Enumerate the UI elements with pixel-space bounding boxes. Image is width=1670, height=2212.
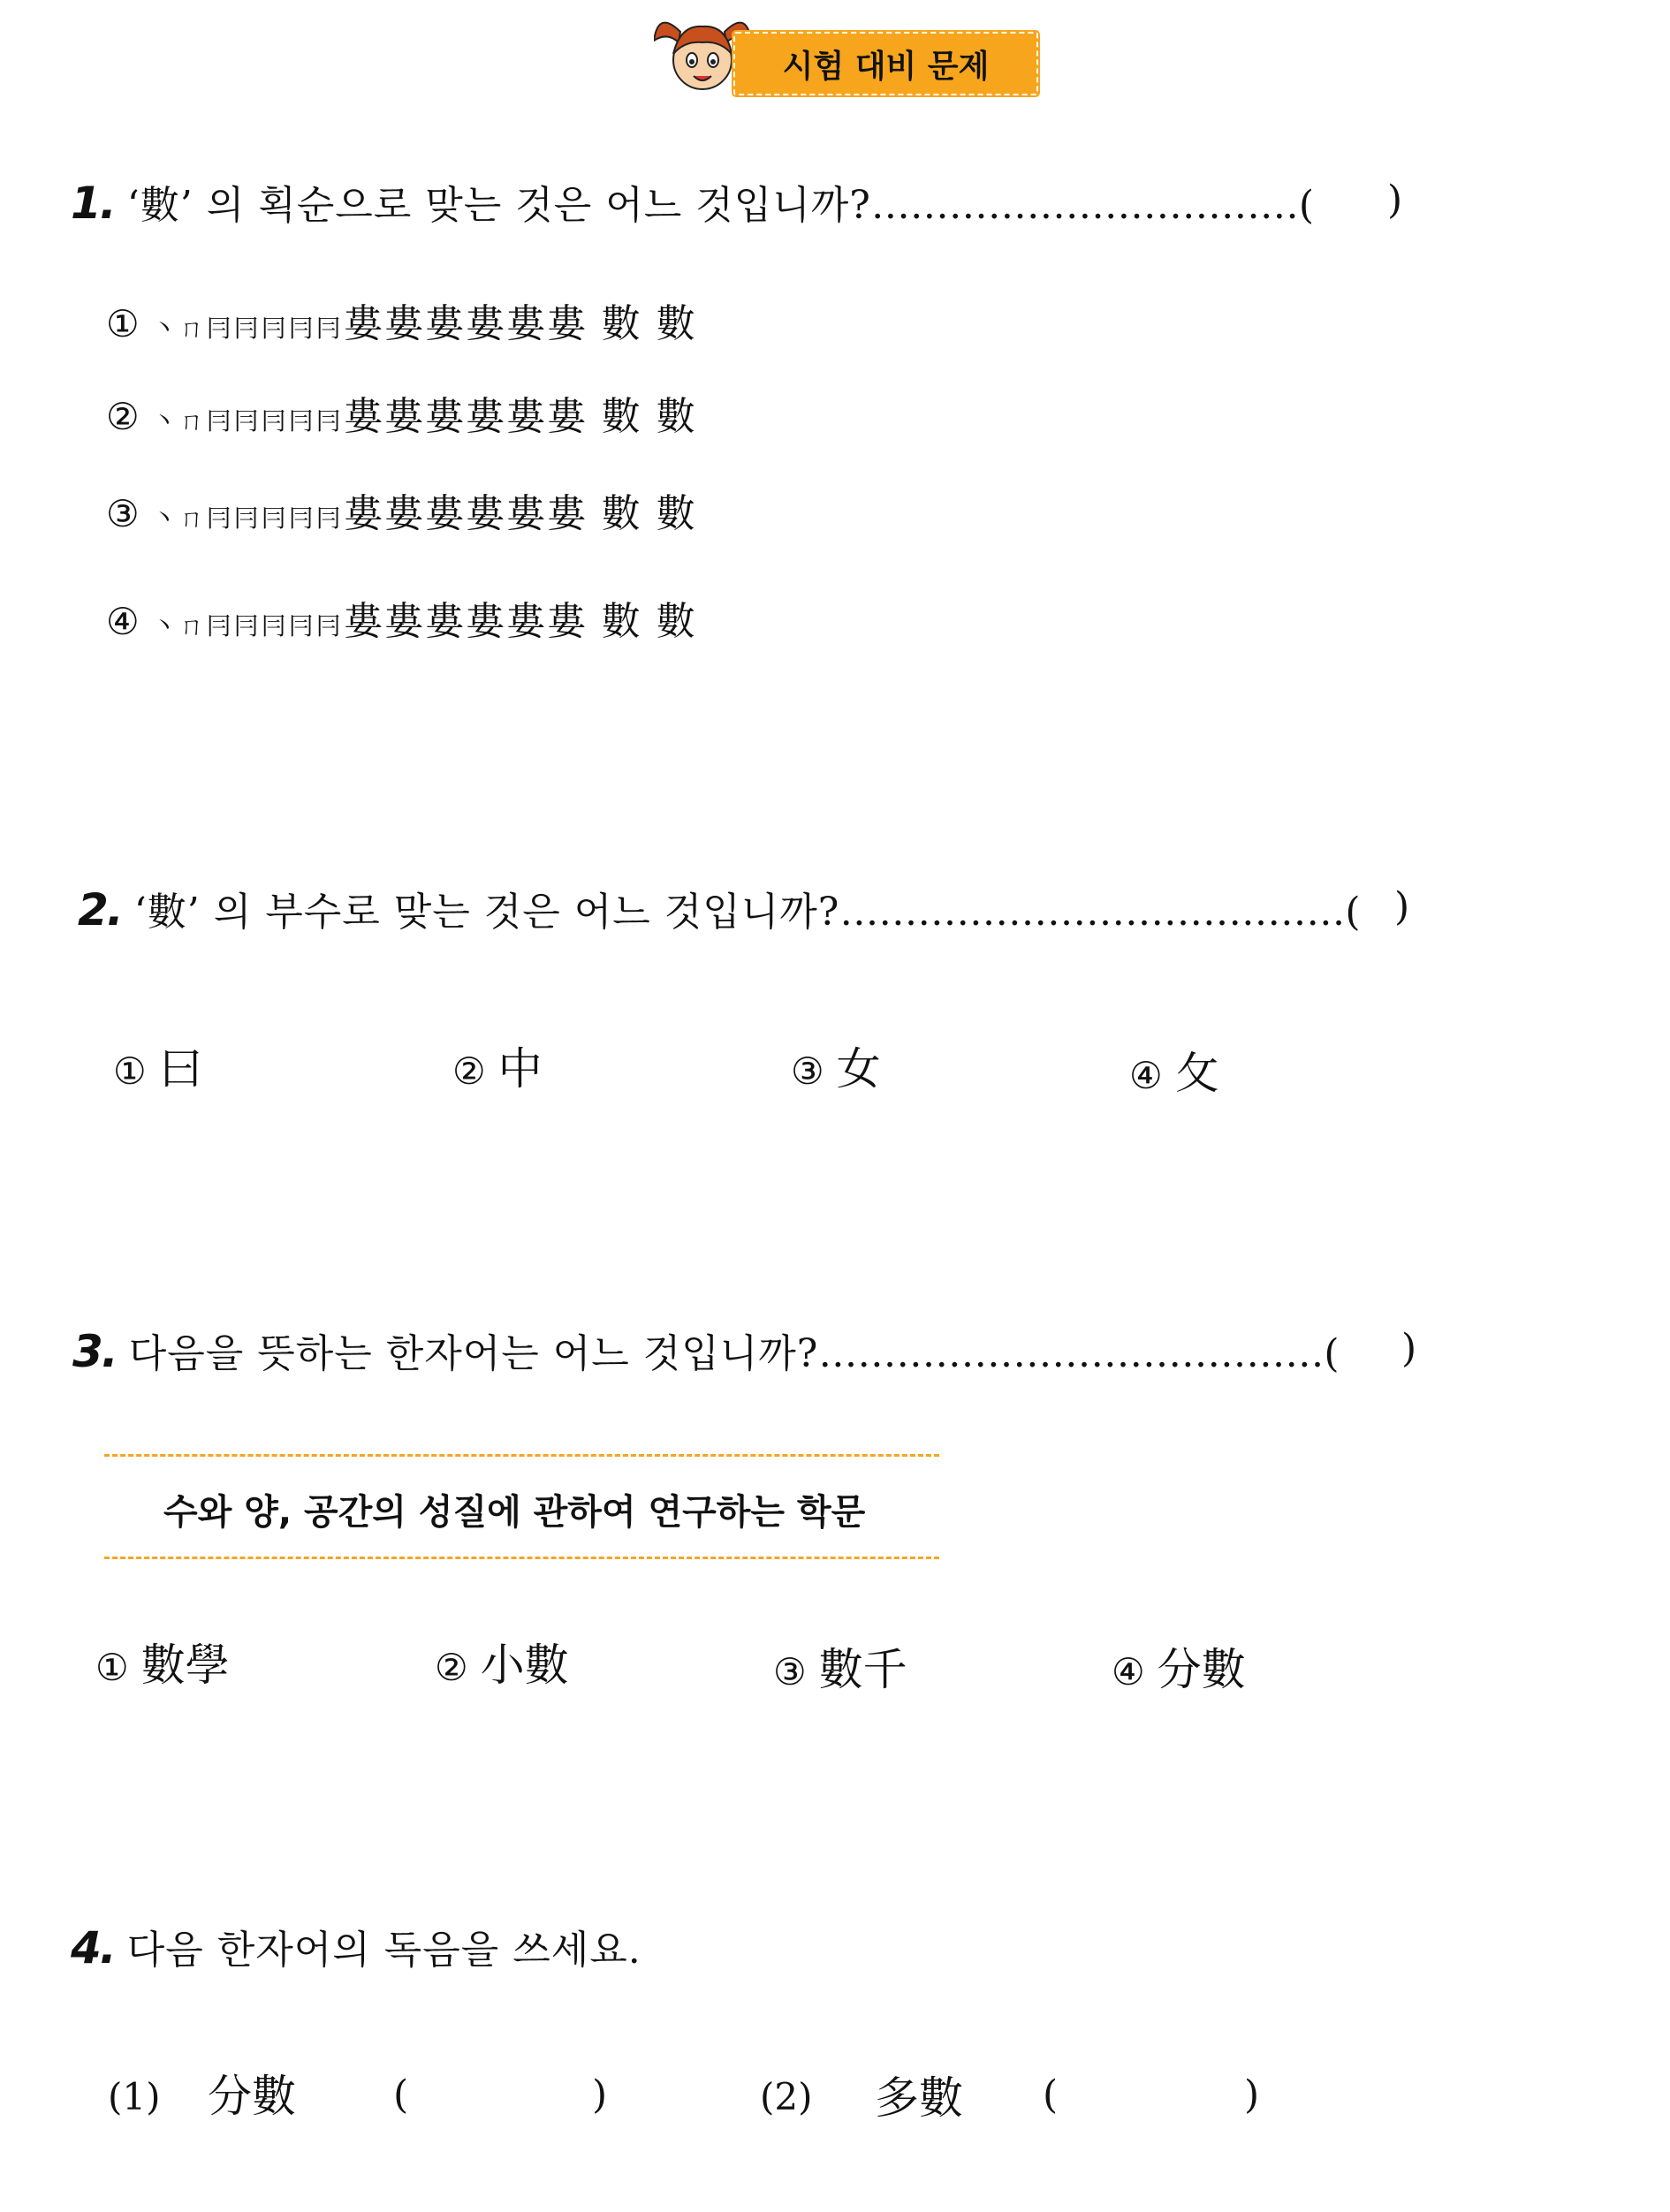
q4-item-2-open-paren: (: [1043, 2072, 1059, 2117]
q2-option-1[interactable]: [113, 1043, 203, 1095]
q4-item-1-open-paren: (: [393, 2072, 409, 2117]
option-value: 小數: [480, 1640, 569, 1691]
question-number: 4.: [71, 1922, 115, 1973]
stroke-sequence-end: 婁婁婁婁婁婁 數 數: [343, 394, 697, 439]
stroke-sequence-end: 婁婁婁婁婁婁 數 數: [343, 599, 697, 644]
answer-paren-close: ): [1387, 178, 1403, 223]
option-mark: ④: [106, 600, 140, 643]
q4-item-1-value: 分數: [208, 2071, 296, 2122]
option-mark: ③: [773, 1650, 807, 1693]
option-mark: ①: [106, 302, 140, 345]
answer-paren-close: ): [1394, 884, 1410, 929]
stroke-sequence-start: 丶ㄇ冃冃冃冃冃: [151, 314, 344, 343]
q3-option-2[interactable]: [435, 1640, 569, 1691]
option-mark: ②: [106, 395, 140, 438]
option-value: 分數: [1157, 1644, 1246, 1695]
q2-option-4[interactable]: [1129, 1048, 1219, 1099]
section-header: [654, 5, 1060, 102]
option-value: 數學: [140, 1640, 230, 1691]
item-mark: (1): [108, 2075, 161, 2118]
question-text: ‘數’ 의 획순으로 맞는 것은 어느 것입니까?: [126, 183, 871, 228]
option-value: 曰: [158, 1043, 203, 1095]
question-number: 1.: [71, 178, 115, 229]
question-2: [78, 884, 1361, 936]
option-value: 攵: [1174, 1048, 1219, 1099]
option-mark: ②: [435, 1646, 468, 1689]
question-text: 다음 한자어의 독음을 쓰세요.: [126, 1928, 641, 1973]
stroke-sequence-end: 婁婁婁婁婁婁 數 數: [343, 491, 697, 536]
q3-option-1[interactable]: [95, 1640, 230, 1691]
question-1: [71, 178, 1315, 229]
option-value: 中: [497, 1043, 543, 1095]
option-value: 數千: [818, 1644, 907, 1695]
q4-item-2: [760, 2075, 825, 2118]
q4-item-1-close-paren[interactable]: ): [592, 2072, 608, 2117]
q4-item-2-close-paren[interactable]: ): [1244, 2072, 1260, 2117]
q2-option-2[interactable]: [452, 1043, 543, 1095]
question-number: 2.: [78, 884, 122, 936]
answer-leader: …………………………………(: [818, 1331, 1340, 1376]
q1-option-3[interactable]: [106, 491, 697, 536]
q4-item-2-value: 多數: [875, 2072, 963, 2124]
divider-top: [104, 1454, 939, 1457]
question-text: ‘數’ 의 부수로 맞는 것은 어느 것입니까?: [133, 890, 840, 935]
question-3: [72, 1326, 1340, 1377]
q4-item-1: [108, 2075, 173, 2118]
option-mark: ④: [1112, 1650, 1145, 1693]
option-mark: ①: [113, 1049, 147, 1093]
q1-option-4[interactable]: [106, 599, 697, 644]
q2-option-3[interactable]: [791, 1043, 881, 1095]
q3-option-3[interactable]: [773, 1644, 907, 1695]
question-text: 다음을 뜻하는 한자어는 어느 것입니까?: [128, 1331, 819, 1376]
question-number: 3.: [72, 1326, 117, 1377]
option-mark: ③: [791, 1049, 824, 1093]
option-value: 女: [836, 1043, 881, 1095]
item-mark: (2): [760, 2075, 813, 2118]
answer-leader: ……………………………(: [870, 183, 1315, 228]
q3-option-4[interactable]: [1112, 1644, 1246, 1695]
stroke-sequence-start: 丶ㄇ冃冃冃冃冃: [151, 504, 344, 533]
meaning-box-text: 수와 양, 공간의 성질에 관하여 연구하는 학문: [163, 1492, 866, 1533]
answer-leader: …………………………………(: [839, 890, 1361, 935]
question-4: [71, 1922, 641, 1973]
stroke-sequence-start: 丶ㄇ冃冃冃冃冃: [151, 611, 344, 640]
stroke-sequence-end: 婁婁婁婁婁婁 數 數: [343, 301, 697, 346]
stroke-sequence-start: 丶ㄇ冃冃冃冃冃: [151, 406, 344, 436]
divider-bottom: [104, 1557, 939, 1559]
q1-option-2[interactable]: [106, 394, 697, 439]
option-mark: ①: [95, 1646, 129, 1689]
option-mark: ③: [106, 492, 140, 535]
badge-title: 시험 대비 문제: [733, 32, 1038, 95]
answer-paren-close: ): [1401, 1326, 1417, 1371]
option-mark: ④: [1129, 1054, 1163, 1097]
option-mark: ②: [452, 1049, 486, 1093]
q1-option-1[interactable]: [106, 301, 697, 346]
